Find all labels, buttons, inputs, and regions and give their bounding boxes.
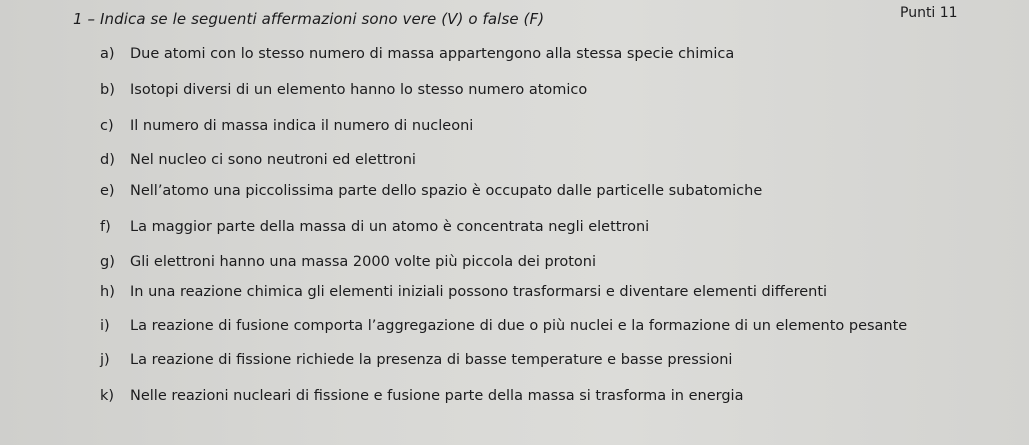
statement-letter: e) (100, 183, 115, 199)
question-title: 1 – Indica se le seguenti affermazioni sono vere (V) o false (F) (73, 10, 545, 28)
statement-text: La reazione di fusione comporta l’aggregazione di due o più nuclei e la formazione di un elemento pesante (130, 318, 908, 334)
statement-letter: h) (100, 284, 115, 300)
statement-i (100, 318, 907, 334)
statement-letter: g) (100, 254, 115, 270)
statement-j (100, 352, 732, 368)
statement-letter: i) (100, 318, 110, 334)
statement-text: Nell’atomo una piccolissima parte dello spazio è occupato dalle particelle subatomiche (130, 183, 763, 199)
statement-b (100, 82, 587, 98)
statement-letter: k) (100, 388, 115, 404)
statement-g (100, 254, 596, 270)
statement-text: In una reazione chimica gli elementi iniziali possono trasformarsi e diventare elementi differenti (130, 284, 828, 300)
statement-f (100, 219, 649, 235)
statement-letter: f) (100, 219, 111, 235)
points-label: Punti 11 (900, 5, 958, 21)
statement-letter: j) (100, 352, 110, 368)
statement-d (100, 152, 416, 168)
statement-text: Nel nucleo ci sono neutroni ed elettroni (130, 152, 416, 168)
statement-text: Il numero di massa indica il numero di nucleoni (130, 118, 474, 134)
statement-letter: d) (100, 152, 115, 168)
statement-letter: c) (100, 118, 114, 134)
statement-c (100, 118, 473, 134)
statement-a (100, 46, 734, 62)
statement-text: La maggior parte della massa di un atomo è concentrata negli elettroni (130, 219, 650, 235)
statement-text: Nelle reazioni nucleari di fissione e fusione parte della massa si trasforma in energia (130, 388, 744, 404)
statement-text: Isotopi diversi di un elemento hanno lo stesso numero atomico (130, 82, 588, 98)
statement-letter: b) (100, 82, 115, 98)
statement-text: Due atomi con lo stesso numero di massa appartengono alla stessa specie chimica (130, 46, 735, 62)
statement-k (100, 388, 743, 404)
statement-text: Gli elettroni hanno una massa 2000 volte più piccola dei protoni (130, 254, 596, 270)
statement-e (100, 183, 762, 199)
statement-text: La reazione di fissione richiede la presenza di basse temperature e basse pressioni (130, 352, 733, 368)
statement-h (100, 284, 827, 300)
statement-letter: a) (100, 46, 115, 62)
